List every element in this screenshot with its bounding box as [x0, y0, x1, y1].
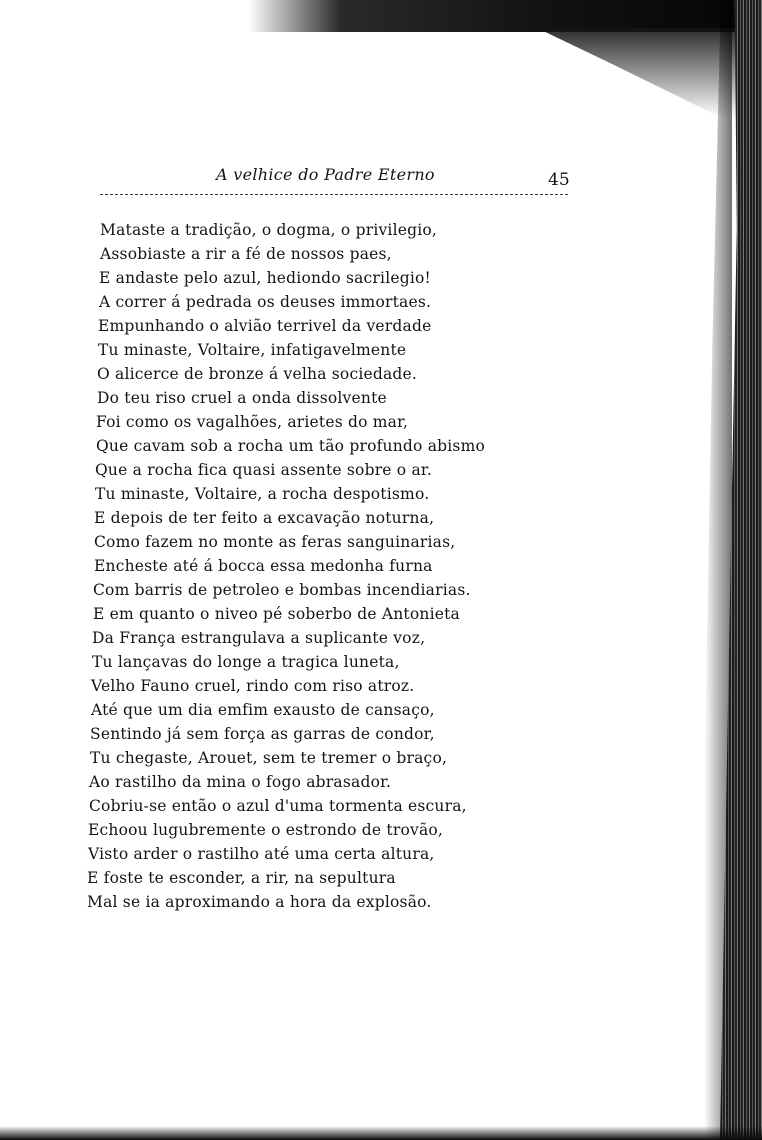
poem-line: Que cavam sob a rocha um tão profundo abismo	[96, 437, 485, 455]
poem-line: E andaste pelo azul, hediondo sacrilegio!	[99, 269, 431, 287]
poem-line: Mal se ia aproximando a hora da explosão.	[87, 893, 432, 911]
poem-line: Até que um dia emfim exausto de cansaço,	[91, 701, 435, 719]
poem-line: Com barris de petroleo e bombas incendiarias.	[93, 581, 471, 599]
poem-line: O alicerce de bronze á velha sociedade.	[97, 365, 418, 383]
poem-line: Foi como os vagalhões, arietes do mar,	[96, 413, 409, 431]
poem-line: Tu chegaste, Arouet, sem te tremer o braço,	[90, 749, 448, 767]
poem-line: Assobiaste a rir a fé de nossos paes,	[100, 245, 392, 263]
poem-line: Tu lançavas do longe a tragica luneta,	[92, 653, 400, 671]
scan-shadow-top	[248, 0, 762, 32]
poem-line: Velho Fauno cruel, rindo com riso atroz.	[91, 677, 415, 695]
scan-shadow-top-fade	[262, 28, 762, 118]
poem-line: Ao rastilho da mina o fogo abrasador.	[89, 773, 392, 791]
poem-line: Visto arder o rastilho até uma certa altura,	[88, 845, 435, 863]
header-rule	[100, 194, 568, 195]
poem-line: Tu minaste, Voltaire, a rocha despotismo.	[95, 485, 430, 503]
poem-line: E foste te esconder, a rir, na sepultura	[87, 869, 396, 887]
poem-line: E depois de ter feito a excavação noturna,	[94, 509, 435, 527]
poem-line: Mataste a tradição, o dogma, o privilegio,	[100, 221, 438, 239]
poem-line: Echoou lugubremente o estrondo de trovão,	[88, 821, 444, 839]
poem-line: E em quanto o niveo pé soberbo de Antonieta	[93, 605, 460, 623]
poem-line: Como fazem no monte as feras sanguinarias,	[94, 533, 456, 551]
poem-line: Sentindo já sem força as garras de condor,	[90, 725, 435, 743]
running-title: A velhice do Padre Eterno	[216, 165, 435, 184]
poem-line: Da França estrangulava a suplicante voz,	[92, 629, 426, 647]
page-number: 45	[548, 170, 570, 190]
poem-line: Que a rocha fica quasi assente sobre o ar.	[95, 461, 432, 479]
poem-line: Cobriu-se então o azul d'uma tormenta escura,	[89, 797, 467, 815]
scan-shadow-bottom	[0, 1126, 762, 1140]
poem-line: Encheste até á bocca essa medonha furna	[94, 557, 433, 575]
poem-line: Do teu riso cruel a onda dissolvente	[97, 389, 387, 407]
poem-line: Tu minaste, Voltaire, infatigavelmente	[98, 341, 407, 359]
poem-line: Empunhando o alvião terrivel da verdade	[98, 317, 432, 335]
poem-line: A correr á pedrada os deuses immortaes.	[99, 293, 432, 311]
